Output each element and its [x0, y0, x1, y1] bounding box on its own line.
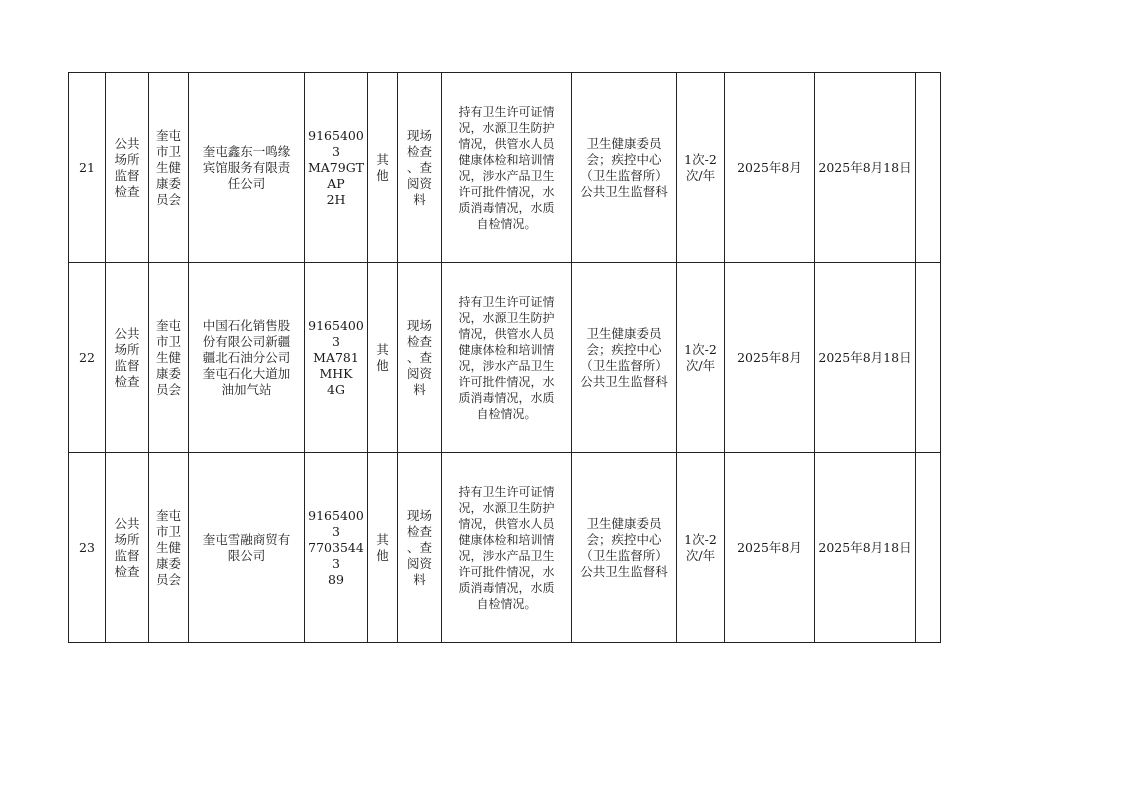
cell-line: 自检情况。 — [476, 216, 537, 231]
cell-line: 检查 — [114, 373, 140, 389]
cell-line: 卫生健康委员 — [586, 325, 662, 341]
cell-line: 他 — [376, 357, 389, 373]
inspection-date-cell: 2025年8月18日 — [815, 453, 916, 643]
row-index-cell: 21 — [69, 73, 106, 263]
cell-line: 员会 — [155, 191, 181, 207]
cell-line: 情况，供管水人员 — [458, 516, 555, 531]
cell-line: 场所 — [114, 531, 140, 547]
department-cell — [572, 453, 677, 643]
table-row — [69, 453, 941, 643]
cell-line: 公共卫生监督科 — [580, 563, 668, 579]
cell-line: 次/年 — [685, 357, 716, 373]
cell-line: 现场 — [406, 127, 432, 143]
cell-line: 卫生健康委员 — [586, 515, 662, 531]
row-index-cell: 23 — [69, 453, 106, 643]
credit-code-cell — [305, 73, 368, 263]
cell-line: 况，水源卫生防护 — [458, 120, 555, 135]
table-body — [69, 73, 941, 643]
object-type-cell — [368, 73, 398, 263]
cell-line: 情况，供管水人员 — [458, 326, 555, 341]
cell-line: 现场 — [406, 507, 432, 523]
cell-line: 生健 — [155, 349, 181, 365]
cell-line: 奎屯 — [155, 127, 181, 143]
cell-line: 奎屯雪融商贸有 — [202, 531, 291, 547]
cell-line: 奎屯 — [155, 317, 181, 333]
cell-line: （卫生监督所） — [580, 547, 668, 563]
cell-line: 1次-2 — [684, 531, 717, 547]
cell-line: 况，水源卫生防护 — [458, 310, 555, 325]
cell-line: 检查 — [114, 563, 140, 579]
remark-cell — [916, 453, 941, 643]
cell-line: 他 — [376, 547, 389, 563]
cell-line: 、查 — [406, 159, 432, 175]
inspection-item-cell — [106, 73, 149, 263]
object-type-cell — [368, 453, 398, 643]
cell-line: 会；疾控中心 — [586, 341, 662, 357]
inspection-date-cell: 2025年8月18日 — [815, 263, 916, 453]
cell-line: 油加气站 — [221, 381, 272, 397]
cell-line: 91654003 — [308, 507, 364, 539]
department-cell — [572, 73, 677, 263]
inspected-object-cell — [189, 73, 305, 263]
cell-line: 公共 — [114, 515, 140, 531]
inspection-method-cell — [398, 263, 442, 453]
table-row — [69, 73, 941, 263]
cell-line: 质消毒情况，水质 — [458, 390, 555, 405]
inspection-table — [68, 72, 941, 643]
cell-line: 许可批件情况，水 — [458, 374, 555, 389]
inspection-content-cell — [442, 73, 572, 263]
cell-line: 91654003 — [308, 127, 364, 159]
cell-line: 场所 — [114, 341, 140, 357]
cell-line: 许可批件情况，水 — [458, 184, 555, 199]
cell-line: 卫生健康委员 — [586, 135, 662, 151]
inspection-method-cell — [398, 453, 442, 643]
cell-line: 公共 — [114, 325, 140, 341]
cell-line: 会；疾控中心 — [586, 531, 662, 547]
cell-line: 员会 — [155, 571, 181, 587]
cell-line: 、查 — [406, 539, 432, 555]
inspection-month-cell: 2025年8月 — [725, 263, 815, 453]
cell-line: 检查 — [406, 523, 432, 539]
cell-line: 质消毒情况，水质 — [458, 200, 555, 215]
cell-line: 自检情况。 — [476, 596, 537, 611]
cell-line: 公共 — [114, 135, 140, 151]
cell-line: 许可批件情况，水 — [458, 564, 555, 579]
cell-line: 阅资 — [406, 365, 432, 381]
cell-line: 监督 — [114, 167, 140, 183]
inspection-month-cell: 2025年8月 — [725, 453, 815, 643]
row-index-cell: 22 — [69, 263, 106, 453]
cell-line: 生健 — [155, 539, 181, 555]
cell-line: 料 — [413, 381, 426, 397]
cell-line: 其 — [376, 531, 389, 547]
remark-cell — [916, 263, 941, 453]
cell-line: 他 — [376, 167, 389, 183]
cell-line: 生健 — [155, 159, 181, 175]
cell-line: MA781MHK — [313, 349, 359, 381]
cell-line: 况，水源卫生防护 — [458, 500, 555, 515]
cell-line: 77035443 — [308, 539, 364, 571]
inspected-object-cell — [189, 263, 305, 453]
table-row — [69, 263, 941, 453]
department-cell — [572, 263, 677, 453]
inspection-date-cell: 2025年8月18日 — [815, 73, 916, 263]
cell-line: 康委 — [155, 365, 181, 381]
cell-line: 健康体检和培训情 — [458, 342, 555, 357]
cell-line: 次/年 — [685, 167, 716, 183]
cell-line: MA79GTAP — [307, 159, 365, 191]
cell-line: 2H — [326, 191, 346, 207]
cell-line: 康委 — [155, 175, 181, 191]
cell-line: 监督 — [114, 357, 140, 373]
cell-line: 其 — [376, 151, 389, 167]
cell-line: 91654003 — [308, 317, 364, 349]
cell-line: 公共卫生监督科 — [580, 183, 668, 199]
object-type-cell — [368, 263, 398, 453]
cell-line: 料 — [413, 571, 426, 587]
cell-line: 检查 — [406, 143, 432, 159]
frequency-cell — [677, 263, 725, 453]
cell-line: 1次-2 — [684, 341, 717, 357]
cell-line: 公共卫生监督科 — [580, 373, 668, 389]
cell-line: 疆北石油分公司 — [202, 349, 291, 365]
cell-line: 中国石化销售股 — [202, 317, 291, 333]
frequency-cell — [677, 453, 725, 643]
credit-code-cell — [305, 453, 368, 643]
cell-line: 限公司 — [227, 547, 266, 563]
credit-code-cell — [305, 263, 368, 453]
cell-line: 持有卫生许可证情 — [458, 294, 555, 309]
cell-line: 其 — [376, 341, 389, 357]
cell-line: 员会 — [155, 381, 181, 397]
inspection-content-cell — [442, 453, 572, 643]
cell-line: 现场 — [406, 317, 432, 333]
agency-cell — [149, 73, 189, 263]
cell-line: 健康体检和培训情 — [458, 532, 555, 547]
cell-line: （卫生监督所） — [580, 167, 668, 183]
cell-line: 任公司 — [227, 175, 266, 191]
cell-line: 持有卫生许可证情 — [458, 484, 555, 499]
remark-cell — [916, 73, 941, 263]
cell-line: 持有卫生许可证情 — [458, 104, 555, 119]
agency-cell — [149, 453, 189, 643]
cell-line: 1次-2 — [684, 151, 717, 167]
cell-line: 份有限公司新疆 — [202, 333, 291, 349]
frequency-cell — [677, 73, 725, 263]
inspected-object-cell — [189, 453, 305, 643]
inspection-method-cell — [398, 73, 442, 263]
cell-line: 奎屯石化大道加 — [202, 365, 291, 381]
cell-line: 阅资 — [406, 555, 432, 571]
cell-line: 奎屯鑫东一鸣缘 — [202, 143, 291, 159]
inspection-item-cell — [106, 263, 149, 453]
cell-line: 自检情况。 — [476, 406, 537, 421]
cell-line: （卫生监督所） — [580, 357, 668, 373]
cell-line: 监督 — [114, 547, 140, 563]
cell-line: 况，涉水产品卫生 — [458, 358, 555, 373]
cell-line: 检查 — [114, 183, 140, 199]
cell-line: 况，涉水产品卫生 — [458, 548, 555, 563]
cell-line: 奎屯 — [155, 507, 181, 523]
cell-line: 况，涉水产品卫生 — [458, 168, 555, 183]
cell-line: 情况，供管水人员 — [458, 136, 555, 151]
cell-line: 市卫 — [155, 523, 181, 539]
cell-line: 89 — [328, 571, 344, 587]
cell-line: 质消毒情况，水质 — [458, 580, 555, 595]
cell-line: 次/年 — [685, 547, 716, 563]
cell-line: 会；疾控中心 — [586, 151, 662, 167]
inspection-content-cell — [442, 263, 572, 453]
cell-line: 阅资 — [406, 175, 432, 191]
inspection-month-cell: 2025年8月 — [725, 73, 815, 263]
inspection-item-cell — [106, 453, 149, 643]
cell-line: 场所 — [114, 151, 140, 167]
cell-line: 4G — [327, 381, 345, 397]
cell-line: 健康体检和培训情 — [458, 152, 555, 167]
cell-line: 市卫 — [155, 143, 181, 159]
cell-line: 检查 — [406, 333, 432, 349]
cell-line: 宾馆服务有限责 — [202, 159, 291, 175]
cell-line: 料 — [413, 191, 426, 207]
cell-line: 康委 — [155, 555, 181, 571]
cell-line: 、查 — [406, 349, 432, 365]
agency-cell — [149, 263, 189, 453]
cell-line: 市卫 — [155, 333, 181, 349]
